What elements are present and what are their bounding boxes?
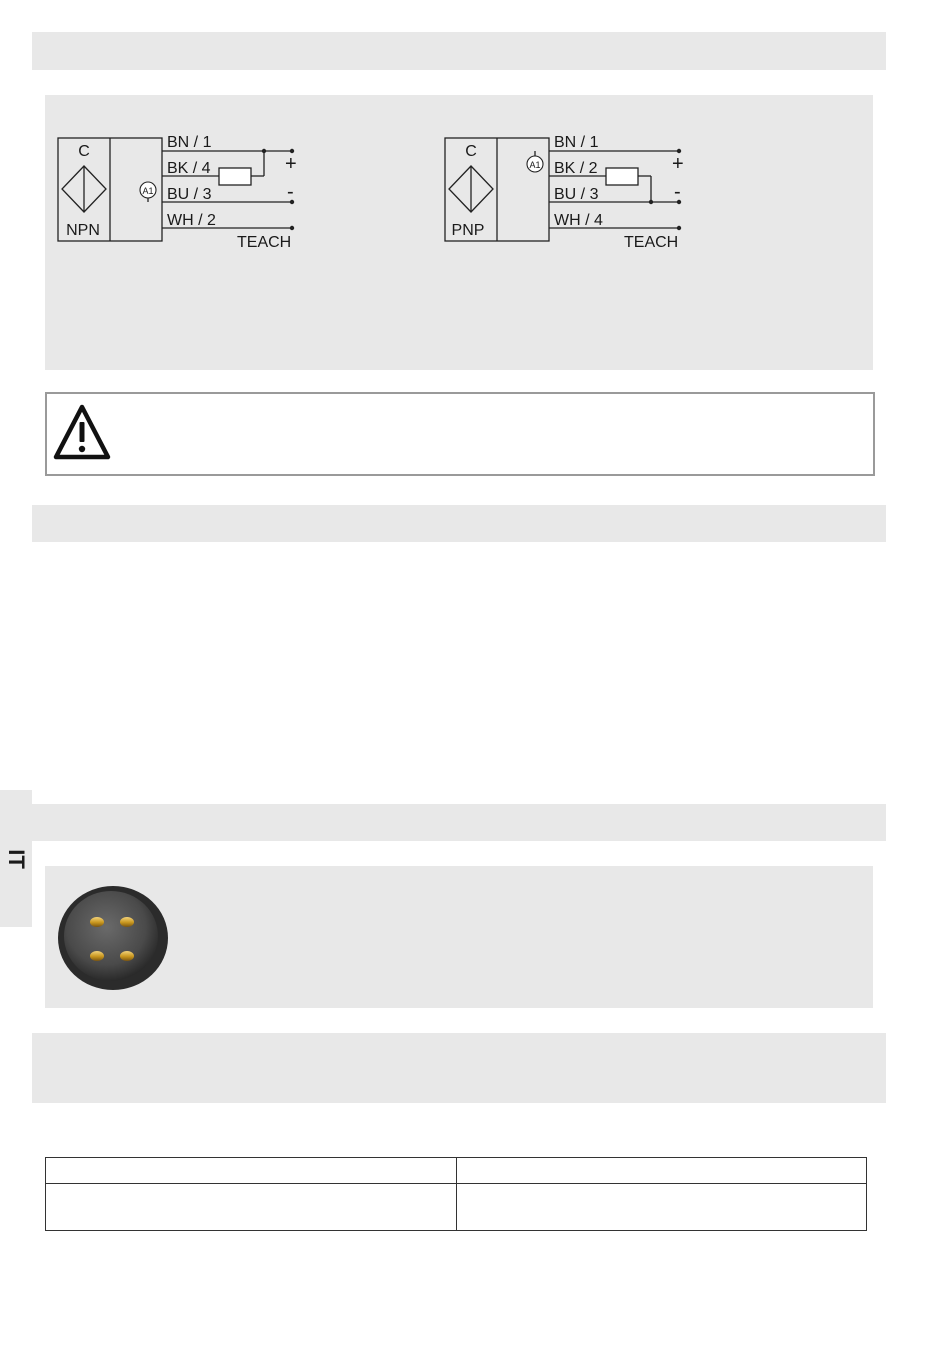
pnp-terminal-minus: - <box>674 181 681 203</box>
connector-panel <box>45 866 873 1008</box>
table-row <box>46 1184 867 1231</box>
table-cell-2 <box>457 1184 867 1231</box>
pnp-output-marker-label: A1 <box>529 160 541 170</box>
npn-wire-label-1: BN / 1 <box>167 134 212 151</box>
pnp-terminal-plus: + <box>672 153 684 175</box>
pnp-load-resistor <box>606 168 638 185</box>
npn-symbol-letter: C <box>78 143 90 160</box>
npn-wire-label-3: BU / 3 <box>167 186 212 203</box>
connector-face <box>64 891 158 981</box>
pnp-teach-label: TEACH <box>624 234 679 251</box>
warning-box <box>45 392 875 476</box>
pnp-wire-label-4: WH / 4 <box>554 212 603 229</box>
connector-pin-2 <box>120 917 134 927</box>
npn-output-marker-label: A1 <box>142 186 154 196</box>
npn-teach-label: TEACH <box>237 234 292 251</box>
warning-triangle-icon <box>52 403 112 461</box>
npn-type-label: NPN <box>66 222 100 239</box>
section-header-4 <box>32 1033 886 1103</box>
language-tab-label: IT <box>4 848 29 869</box>
npn-terminal-plus: + <box>285 153 297 175</box>
connector-pin-4 <box>120 951 134 961</box>
connector-pin-3 <box>90 951 104 961</box>
table-cell-1 <box>46 1184 457 1231</box>
table-header-cell-2 <box>457 1158 867 1184</box>
section-header-1 <box>32 32 886 70</box>
npn-wire-label-4: WH / 2 <box>167 212 216 229</box>
data-table <box>45 1157 867 1231</box>
npn-load-resistor <box>219 168 251 185</box>
npn-wire-label-2: BK / 4 <box>167 160 211 177</box>
table-header-row <box>46 1158 867 1184</box>
pnp-wire-label-3: BU / 3 <box>554 186 599 203</box>
pnp-symbol-letter: C <box>465 143 477 160</box>
pnp-wire-label-2: BK / 2 <box>554 160 598 177</box>
connector-pin-1 <box>90 917 104 927</box>
pnp-wiring-diagram <box>432 95 812 295</box>
m12-4pin-connector-icon <box>56 883 171 993</box>
language-tab <box>0 790 32 927</box>
section-header-3 <box>32 804 886 841</box>
npn-terminal-minus: - <box>287 181 294 203</box>
wiring-diagram-panel <box>45 95 873 370</box>
table-header-cell-1 <box>46 1158 457 1184</box>
section-header-2 <box>32 505 886 542</box>
npn-wiring-diagram <box>45 95 425 295</box>
pnp-type-label: PNP <box>451 222 485 239</box>
pnp-wire-label-1: BN / 1 <box>554 134 599 151</box>
